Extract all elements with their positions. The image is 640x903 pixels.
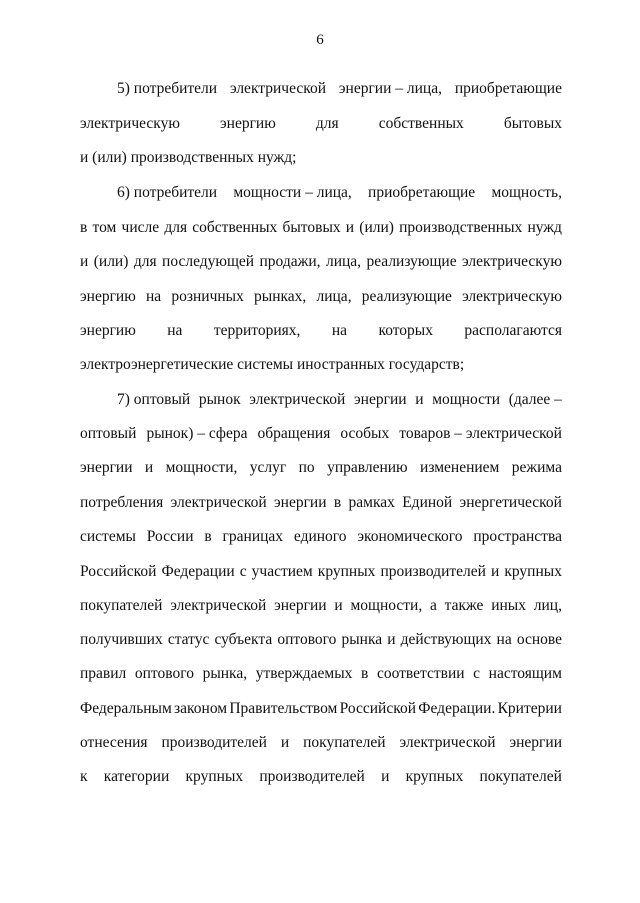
word: электрической (170, 494, 267, 511)
word: электрическую (80, 115, 180, 132)
word: лица, (325, 253, 362, 270)
word: основе (516, 631, 562, 648)
word: по (298, 459, 315, 476)
word: к (80, 768, 88, 785)
word: управлению (327, 459, 408, 476)
word: и (387, 631, 396, 648)
word: производственных (399, 219, 523, 236)
word: энергию (220, 115, 276, 132)
word: и (381, 768, 390, 785)
text-line (80, 768, 562, 786)
word: действующих (400, 631, 492, 648)
word: собственных (378, 115, 464, 132)
word: располагаются (464, 322, 562, 339)
word: настоящим (488, 665, 562, 682)
word: и (491, 563, 500, 580)
word: энергию (80, 322, 136, 339)
word: экономического (357, 528, 463, 545)
word: энергии – лица, (338, 80, 442, 97)
word: утверждаемых (255, 665, 353, 682)
word: потребления (80, 494, 164, 511)
word: на (146, 288, 162, 305)
word: мощности – лица, (233, 184, 352, 201)
text-line (80, 149, 562, 167)
word: соответствии (376, 665, 465, 682)
word: приобретающие (368, 184, 476, 201)
text-line (80, 288, 562, 306)
text-line (80, 631, 562, 649)
word: бытовых (282, 219, 341, 236)
word: Федеральным (80, 700, 172, 717)
word: с (239, 563, 247, 580)
word: рынка (341, 631, 383, 648)
text-line (80, 494, 562, 512)
word: Правительством (229, 700, 338, 717)
word: Федерации. (418, 700, 496, 717)
word: границах (222, 528, 284, 545)
word: участием (251, 563, 313, 580)
word: и (415, 391, 424, 408)
word: электрическую (462, 253, 562, 270)
word: для (164, 219, 188, 236)
word: и (280, 734, 290, 751)
word: получивших (80, 631, 163, 648)
word: которых (378, 322, 433, 339)
word: на (496, 631, 512, 648)
word: покупателей (80, 597, 163, 614)
word: для (315, 115, 339, 132)
word: обращения (257, 425, 331, 442)
word: в (333, 494, 342, 511)
word: энергии (354, 391, 407, 408)
word: особых (340, 425, 390, 442)
text-line (117, 184, 562, 202)
word: рамках (348, 494, 395, 511)
word: (или) (93, 253, 129, 270)
word: крупных (405, 768, 464, 785)
word: также (444, 597, 484, 614)
word: оптового (134, 665, 194, 682)
word: покупателей (303, 734, 386, 751)
word: и (144, 459, 154, 476)
text-line (80, 700, 562, 718)
text-line (80, 734, 562, 752)
word: энергетической (459, 494, 562, 511)
word: на (167, 322, 183, 339)
word: Единой (402, 494, 453, 511)
word: иных (491, 597, 526, 614)
word: мощности (432, 391, 501, 408)
word: мощности, (165, 459, 238, 476)
word: рынок (198, 391, 241, 408)
page-number: 6 (316, 32, 324, 48)
word: 7) оптовый (117, 391, 191, 408)
word: том (92, 219, 117, 236)
word: а (430, 597, 437, 614)
text-line (80, 219, 562, 237)
word: энергии (274, 597, 327, 614)
word: производителей (161, 734, 267, 751)
word: собственных (192, 219, 278, 236)
word: крупных (317, 563, 376, 580)
text-line (80, 597, 562, 615)
text-line (80, 253, 562, 271)
word: мощности, (350, 597, 423, 614)
word: и (334, 597, 343, 614)
word: последующей (162, 253, 255, 270)
text-line (80, 563, 562, 581)
word: 6) потребители (117, 184, 218, 201)
word: 5) потребители (117, 80, 218, 97)
word: энергию (80, 288, 136, 305)
word: Критерии (497, 700, 562, 717)
word: энергии (509, 734, 562, 751)
word: пространства (473, 528, 562, 545)
word: розничных (171, 288, 244, 305)
word: в (204, 528, 212, 545)
word: производителей (259, 768, 365, 785)
word: изменением (420, 459, 500, 476)
word: Федерации (161, 563, 235, 580)
text-line (80, 665, 562, 683)
word: приобретающие (454, 80, 562, 97)
word: энергии (80, 459, 133, 476)
word: законом (174, 700, 228, 717)
word: услуг (249, 459, 287, 476)
word: нужд (527, 219, 562, 236)
word: Российской (80, 563, 157, 580)
word: электрической (399, 734, 496, 751)
text-line (80, 425, 562, 443)
word: в (361, 665, 369, 682)
word: товаров – электрической (399, 425, 562, 442)
word: с (473, 665, 481, 682)
word: (далее – (508, 391, 562, 408)
word: на (331, 322, 348, 339)
word: Российской (339, 700, 417, 717)
word: лица, (316, 288, 352, 305)
text-line (80, 356, 562, 374)
word: реализующие (366, 253, 457, 270)
text-line (117, 80, 562, 98)
word: реализующие (361, 288, 452, 305)
word: категории (103, 768, 170, 785)
word: территориях, (213, 322, 301, 339)
word: лиц, (533, 597, 562, 614)
word: и (80, 253, 89, 270)
word: продажи, (259, 253, 321, 270)
word: статус (167, 631, 210, 648)
word: бытовых (503, 115, 562, 132)
word: (или) (359, 219, 394, 236)
word: субъекта (214, 631, 273, 648)
word: оптового (277, 631, 337, 648)
word: единого (293, 528, 347, 545)
word: рынок) – сфера (146, 425, 248, 442)
word: рынка, (202, 665, 248, 682)
word: электрическую (462, 288, 562, 305)
word: электрической (229, 80, 327, 97)
word: мощность, (491, 184, 562, 201)
text-line (80, 322, 562, 340)
word: крупных (504, 563, 562, 580)
word: числе (121, 219, 160, 236)
word: крупных (185, 768, 244, 785)
word: для (133, 253, 157, 270)
word: в (80, 219, 88, 236)
word: оптовый (80, 425, 137, 442)
word: покупателей (479, 768, 562, 785)
word: и (или) производственных нужд; (80, 149, 297, 166)
text-line (80, 528, 562, 546)
word: электрической (249, 391, 346, 408)
word: правил (80, 665, 127, 682)
word: режима (511, 459, 562, 476)
text-line (80, 115, 562, 133)
word: электрической (170, 597, 267, 614)
text-line (117, 391, 562, 409)
word: и (345, 219, 355, 236)
word: системы (80, 528, 136, 545)
word: рынках, (254, 288, 307, 305)
word: электроэнергетические системы иностранных государств; (80, 356, 465, 373)
word: отнесения (80, 734, 148, 751)
text-line (80, 459, 562, 477)
word: энергии (274, 494, 327, 511)
word: России (146, 528, 194, 545)
word: производителей (380, 563, 486, 580)
